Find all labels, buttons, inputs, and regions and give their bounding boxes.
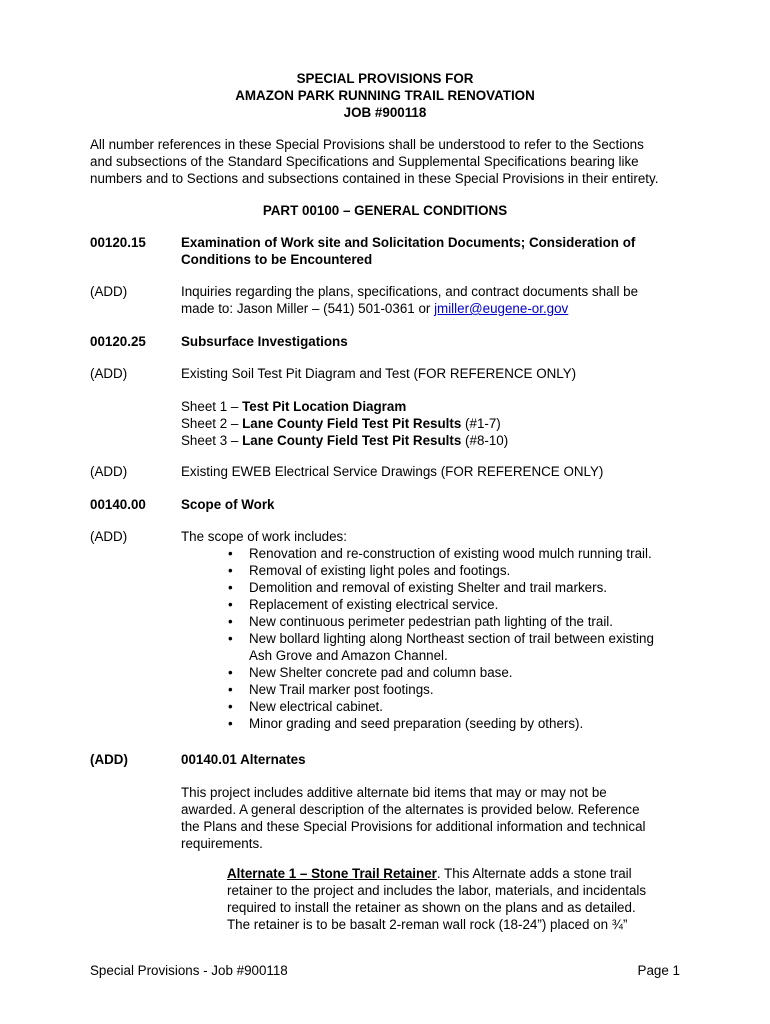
inquiries-paragraph: [181, 283, 681, 317]
list-item: • Replacement of existing electrical service.: [228, 596, 678, 613]
scope-bullet-list: [228, 545, 678, 732]
alternate-text: . This Alternate adds a stone trail: [436, 866, 632, 881]
paragraph-line: [181, 300, 681, 317]
section-title: [181, 234, 681, 268]
section-title: Scope of Work: [181, 497, 275, 512]
sheet-suffix: (#1-7): [461, 416, 501, 431]
add-tag: (ADD): [90, 752, 128, 767]
list-item: • Renovation and re-construction of existing wood mulch running trail.: [228, 545, 678, 562]
list-item: • New Trail marker post footings.: [228, 681, 678, 698]
add-tag: (ADD): [90, 529, 128, 544]
alternates-paragraph: [181, 784, 671, 852]
paragraph-line: requirements.: [181, 836, 263, 851]
doc-title-line-1: SPECIAL PROVISIONS FOR: [296, 71, 474, 86]
intro-line: All number references in these Special Provisions shall be understood to refer to the Sections: [90, 137, 644, 152]
sheet-prefix: Sheet 1 –: [181, 399, 243, 414]
sheet-title: Lane County Field Test Pit Results: [242, 433, 462, 448]
list-item: • Minor grading and seed preparation (seeding by others).: [228, 715, 678, 732]
page-number: Page 1: [637, 963, 680, 978]
intro-line: numbers and to Sections and subsections contained in these Special Provisions in their entirety.: [90, 171, 659, 186]
add-tag: (ADD): [90, 284, 128, 299]
paragraph-line: the Plans and these Special Provisions for additional information and technical: [181, 819, 646, 834]
list-item: • New bollard lighting along Northeast section of trail between existing: [228, 630, 678, 647]
sheet-prefix: Sheet 2 –: [181, 416, 243, 431]
section-title-line: Examination of Work site and Solicitation Documents; Consideration of: [181, 235, 636, 250]
add-tag: (ADD): [90, 366, 128, 381]
list-item: • Removal of existing light poles and footings.: [228, 562, 678, 579]
sheet-list: [181, 398, 681, 449]
sheet-title: Test Pit Location Diagram: [242, 399, 407, 414]
sheet-prefix: Sheet 3 –: [181, 433, 243, 448]
intro-paragraph: [90, 136, 690, 187]
paragraph-line: awarded. A general description of the alternates is provided below. Reference: [181, 802, 640, 817]
sheet-title: Lane County Field Test Pit Results: [242, 416, 462, 431]
doc-title-line-3: JOB #900118: [343, 105, 427, 120]
sheet-item: [181, 432, 681, 449]
alternate-1-paragraph: [227, 865, 677, 933]
paragraph-line: The retainer is to be basalt 2-reman wall rock (18-24”) placed on ¾”: [227, 917, 628, 932]
list-item-continuation: Ash Grove and Amazon Channel.: [249, 648, 448, 663]
section-title-line: Conditions to be Encountered: [181, 252, 373, 267]
list-item: • New continuous perimeter pedestrian path lighting of the trail.: [228, 613, 678, 630]
intro-line: and subsections of the Standard Specifications and Supplemental Specifications bearing like: [90, 154, 639, 169]
paragraph-line: retainer to the project and includes the labor, materials, and incidentals: [227, 883, 647, 898]
paragraph-line: [227, 865, 677, 882]
footer-left: Special Provisions - Job #900118: [90, 963, 288, 978]
part-title: PART 00100 – GENERAL CONDITIONS: [262, 203, 508, 218]
paragraph-line: Inquiries regarding the plans, specifications, and contract documents shall be: [181, 284, 639, 299]
paragraph: The scope of work includes:: [181, 529, 347, 544]
sheet-item: [181, 398, 681, 415]
section-number: 00120.25: [90, 334, 146, 349]
list-item: • New Shelter concrete pad and column base.: [228, 664, 678, 681]
list-item: • Demolition and removal of existing Shelter and trail markers.: [228, 579, 678, 596]
email-link[interactable]: jmiller@eugene-or.gov: [434, 301, 569, 316]
paragraph: Existing Soil Test Pit Diagram and Test (FOR REFERENCE ONLY): [181, 366, 577, 381]
alternate-title: Alternate 1 – Stone Trail Retainer: [227, 866, 437, 881]
paragraph: Existing EWEB Electrical Service Drawings (FOR REFERENCE ONLY): [181, 464, 604, 479]
section-number: 00140.00: [90, 497, 146, 512]
sheet-item: [181, 415, 681, 432]
paragraph-line: required to install the retainer as shown on the plans and as detailed.: [227, 900, 636, 915]
add-tag: (ADD): [90, 464, 128, 479]
sheet-suffix: (#8-10): [461, 433, 509, 448]
section-title: 00140.01 Alternates: [181, 752, 306, 767]
section-number: 00120.15: [90, 235, 146, 250]
list-item: • New electrical cabinet.: [228, 698, 678, 715]
contact-text: made to: Jason Miller – (541) 501-0361 or: [181, 301, 435, 316]
doc-title-line-2: AMAZON PARK RUNNING TRAIL RENOVATION: [235, 88, 535, 103]
paragraph-line: This project includes additive alternate bid items that may or may not be: [181, 785, 607, 800]
section-title: Subsurface Investigations: [181, 334, 348, 349]
